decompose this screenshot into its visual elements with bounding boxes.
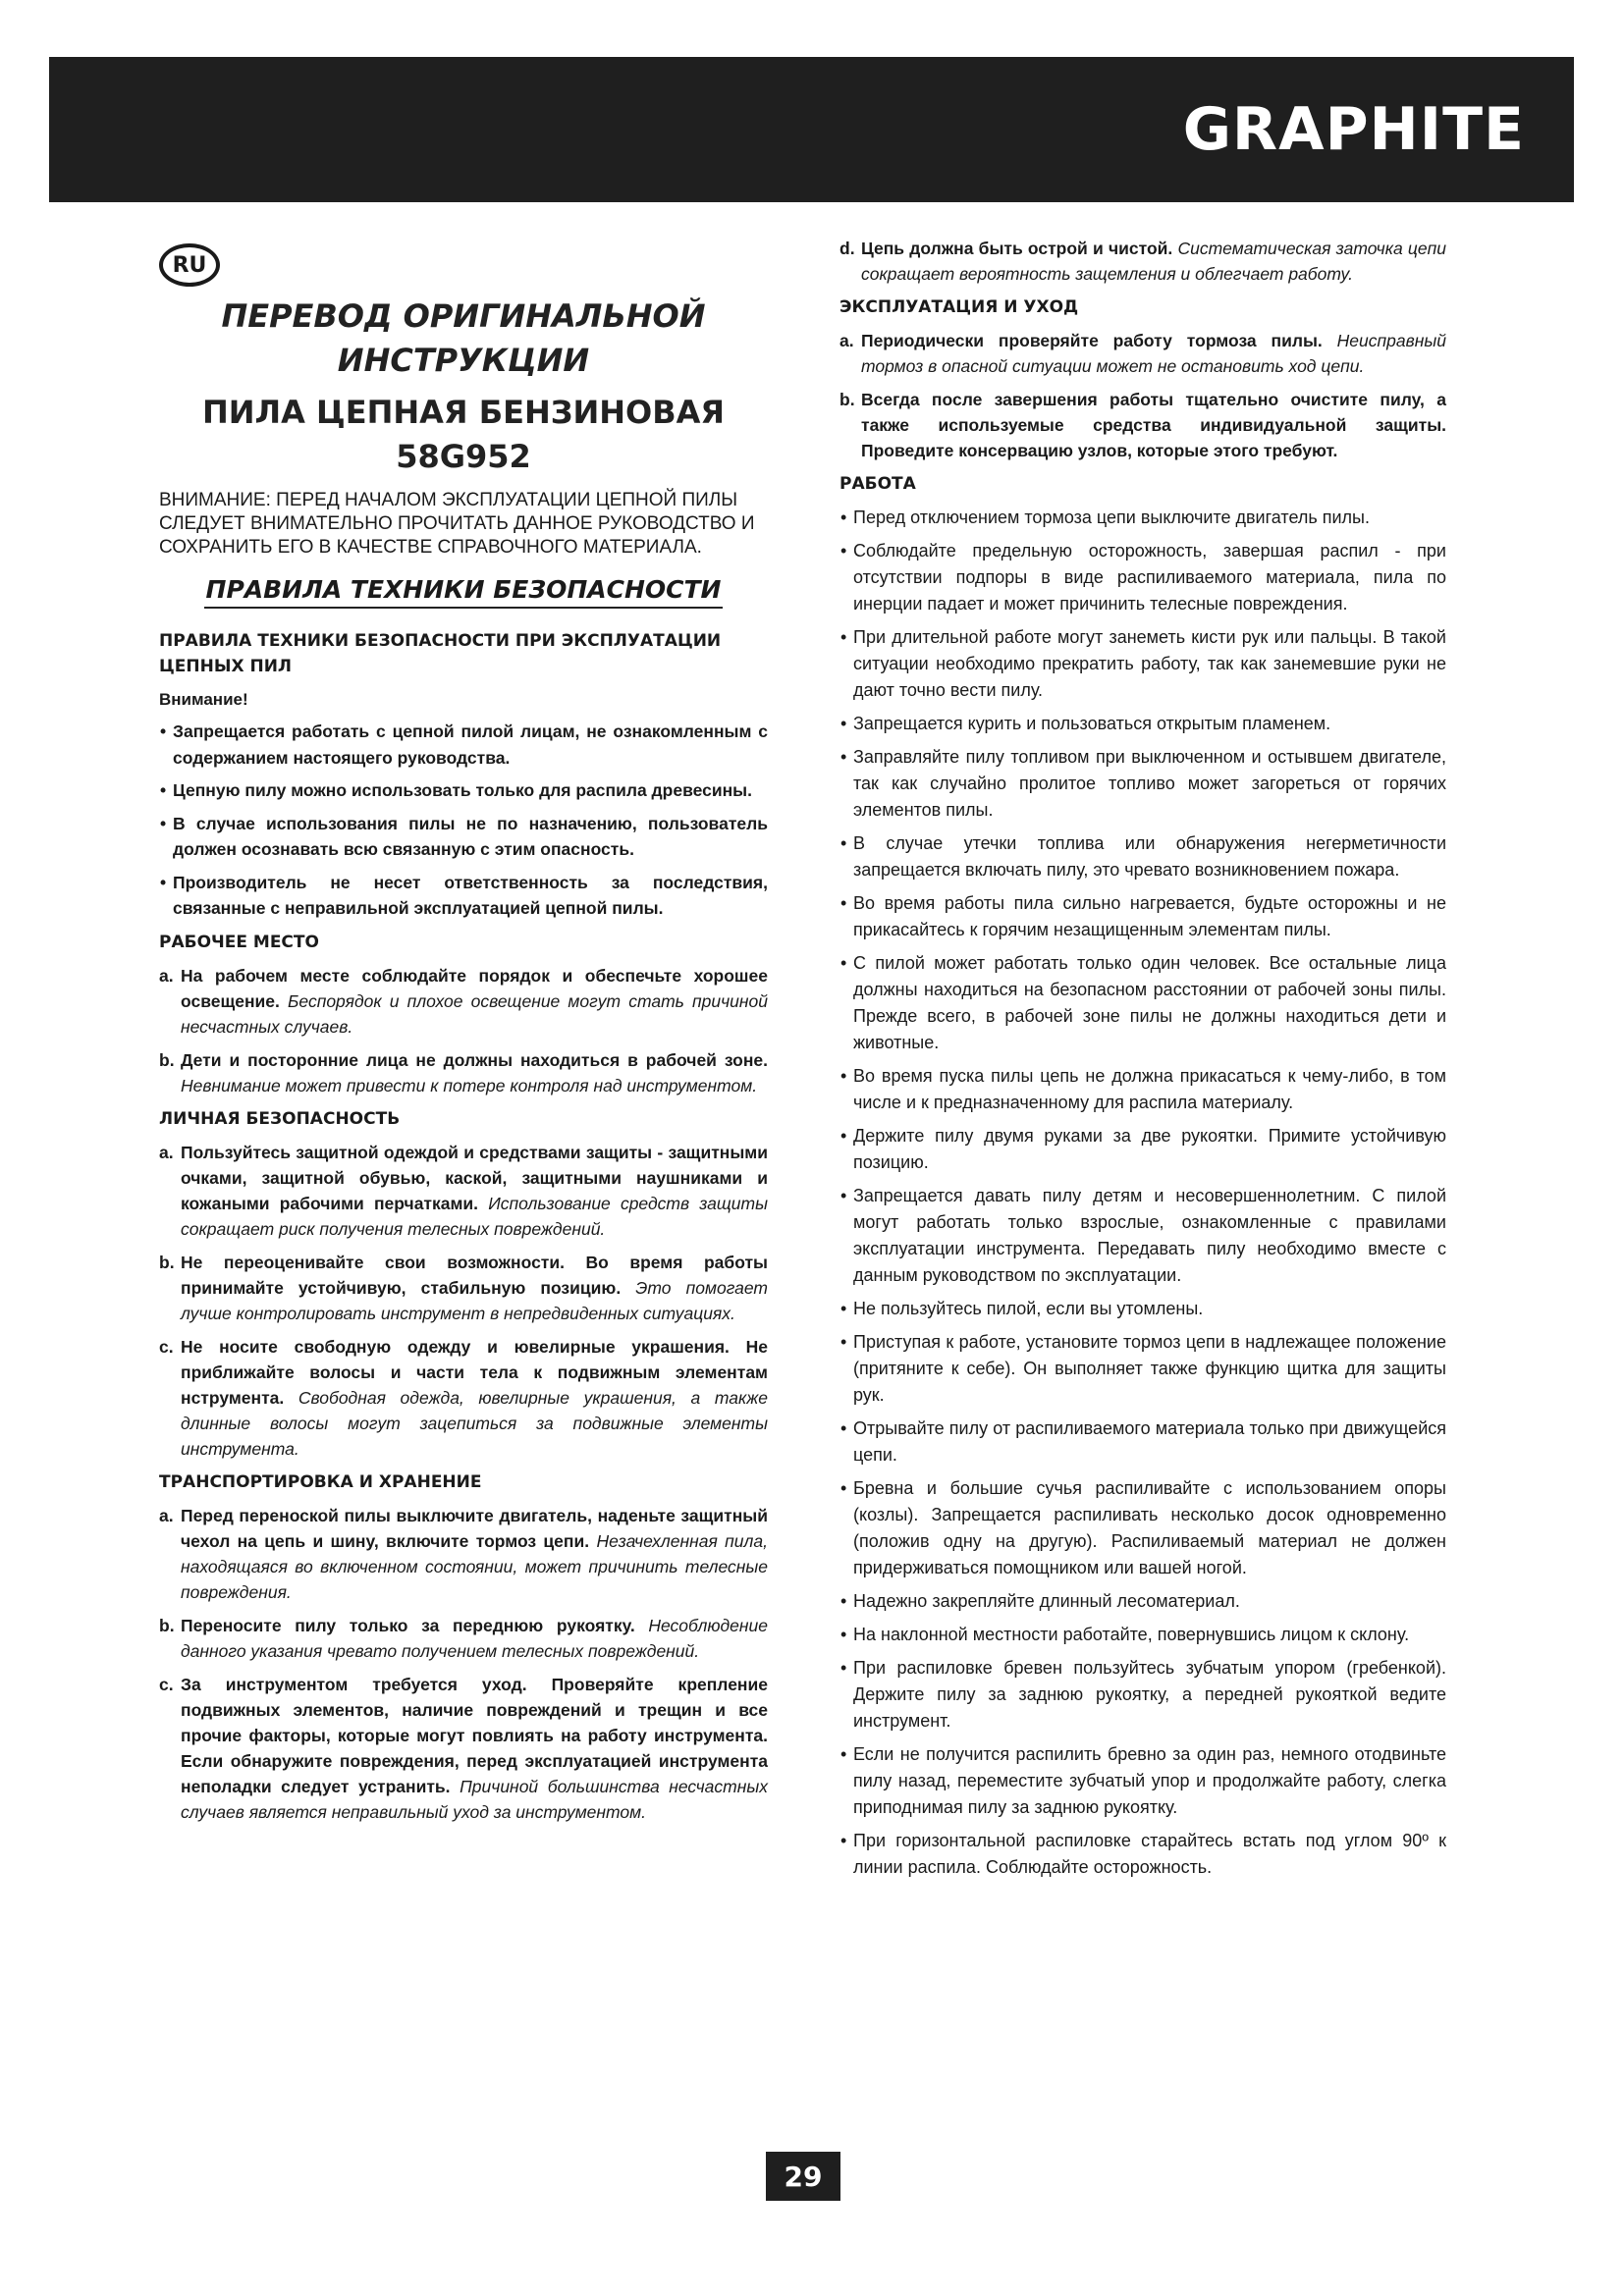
item-marker: c.	[159, 1336, 174, 1357]
maintenance-heading: ЭКСПЛУАТАЦИЯ И УХОД	[839, 297, 1079, 317]
personal-safety-item-a	[159, 1140, 768, 1242]
item-bold-text: За инструментом требуется уход. Проверяйте крепление подвижных элементов, наличие повреждений и трещин и все прочие факторы, которые могут повлиять на работу инструмента. Если обнаружите повреждения, перед эксплуатацией инструмента неполадки следует устранить.	[181, 1674, 768, 1796]
item-bold-text: Перед переноской пилы выключите двигатель, наденьте защитный чехол на цепь и шину, включите тормоз цепи.	[181, 1505, 768, 1551]
work-heading: РАБОТА	[839, 474, 916, 494]
item-marker: a.	[159, 965, 174, 986]
item-marker: a.	[159, 1505, 174, 1525]
item-italic-text: Неисправный тормоз в опасной ситуации может не остановить ход цепи.	[861, 331, 1446, 376]
list-item: • Приступая к работе, установите тормоз цепи в надлежащее положение (притяните к себе). Он выполняет также функцию щитка для защиты рук.	[839, 1329, 1446, 1409]
product-model: 58G952	[396, 438, 531, 475]
list-item: • Соблюдайте предельную осторожность, завершая распил - при отсутствии подпоры в виде распиливаемого материала, пила по инерции падает и может причинить телесные повреждения.	[839, 538, 1446, 617]
language-badge: RU	[159, 243, 220, 287]
item-marker: b.	[839, 390, 855, 409]
item-marker: b.	[159, 1252, 175, 1272]
page-header	[49, 57, 1574, 202]
list-item: • Запрещается работать с цепной пилой лицам, не ознакомленным с содержанием настоящего руководства.	[159, 719, 768, 771]
item-marker: a.	[159, 1142, 174, 1162]
list-item: • Производитель не несет ответственность за последствия, связанные с неправильной эксплуатацией цепной пилы.	[159, 870, 768, 922]
item-bold-text: Переносите пилу только за переднюю рукоятку.	[181, 1615, 635, 1635]
item-bold-text: Не носите свободную одежду и ювелирные украшения. Не приближайте волосы и части тела к подвижным элементам нструмента.	[181, 1336, 768, 1408]
list-item: • Цепную пилу можно использовать только для распила древесины.	[159, 777, 768, 804]
transport-item-d	[839, 236, 1446, 287]
item-italic-text: Незачехленная пила, находящаяся во включенном состоянии, может причинить телесные повреждения.	[181, 1530, 768, 1602]
warning-notice: ВНИМАНИЕ: ПЕРЕД НАЧАЛОМ ЭКСПЛУАТАЦИИ ЦЕПНОЙ ПИЛЫ СЛЕДУЕТ ВНИМАТЕЛЬНО ПРОЧИТАТЬ ДАННОЕ РУКОВОДСТВО И СОХРАНИТЬ ЕГО В КАЧЕСТВЕ СПРАВОЧНОГО МАТЕРИАЛА.	[159, 490, 755, 558]
list-item: • В случае использования пилы не по назначению, пользователь должен осознавать всю связанную с этим опасность.	[159, 811, 768, 863]
list-item: • Надежно закрепляйте длинный лесоматериал.	[839, 1588, 1446, 1615]
list-item: • Бревна и большие сучья распиливайте с использованием опоры (козлы). Запрещается распиливать несколько досок одновременно (положив одну на другую). Распиливаемый материал не должен придерживаться помощником или вашей ногой.	[839, 1475, 1446, 1581]
personal-safety-item-b	[159, 1250, 768, 1326]
list-item: • При длительной работе могут занеметь кисти рук или пальцы. В такой ситуации необходимо прекратить работу, так как занемевшие руки не дают точно вести пилу.	[839, 624, 1446, 704]
item-italic-text: Невнимание может привести к потере контроля над инструментом.	[181, 1075, 758, 1095]
list-item: • Не пользуйтесь пилой, если вы утомлены.	[839, 1296, 1446, 1322]
work-rules-list	[839, 505, 1446, 1881]
list-item: • Во время работы пила сильно нагревается, будьте осторожны и не прикасайтесь к горячим незащищенным элементам пилы.	[839, 890, 1446, 943]
item-italic-text: Это помогает лучше контролировать инструмент в непредвиденных ситуациях.	[181, 1277, 768, 1323]
chainsaw-rules-list	[159, 719, 768, 922]
item-italic-text: Причиной большинства несчастных случаев является неправильный уход за инструментом.	[181, 1776, 768, 1822]
item-italic-text: Свободная одежда, ювелирные украшения, а также длинные волосы могут зацепиться за подвижные элементы инструмента.	[181, 1387, 768, 1459]
page-number: 29	[766, 2152, 840, 2201]
list-item: • Перед отключением тормоза цепи выключите двигатель пилы.	[839, 505, 1446, 531]
item-marker: b.	[159, 1049, 175, 1070]
right-column	[839, 236, 1446, 1888]
safety-section-title	[159, 573, 768, 607]
list-item: • Запрещается давать пилу детям и несовершеннолетним. С пилой могут работать только взрослые, ознакомленные с правилами эксплуатации инструмента. Передавать пилу необходимо вместе с данным руководством по эксплуатации.	[839, 1183, 1446, 1289]
item-bold-text: Цепь должна быть острой и чистой.	[861, 239, 1173, 258]
left-column	[159, 294, 768, 1833]
workplace-item-b	[159, 1047, 768, 1098]
list-item: • Заправляйте пилу топливом при выключенном и остывшем двигателе, так как случайно пролитое топливо может загореться от горячих элементов пилы.	[839, 744, 1446, 824]
list-item: • На наклонной местности работайте, повернувшись лицом к склону.	[839, 1622, 1446, 1648]
chainsaw-rules-heading: ПРАВИЛА ТЕХНИКИ БЕЗОПАСНОСТИ ПРИ ЭКСПЛУАТАЦИИ ЦЕПНЫХ ПИЛ	[159, 631, 722, 676]
product-title	[159, 391, 768, 479]
item-bold-text: Пользуйтесь защитной одеждой и средствами защиты - защитными очками, защитной обувью, каской, защитными наушниками и кожаными рабочими перчатками.	[181, 1142, 768, 1213]
item-italic-text: Использование средств защиты сокращает риск получения телесных повреждений.	[181, 1193, 768, 1239]
list-item: • Отрывайте пилу от распиливаемого материала только при движущейся цепи.	[839, 1415, 1446, 1468]
personal-safety-item-c	[159, 1334, 768, 1462]
personal-safety-heading: ЛИЧНАЯ БЕЗОПАСНОСТЬ	[159, 1108, 401, 1129]
item-italic-text: Несоблюдение данного указания чревато получением телесных повреждений.	[181, 1615, 768, 1661]
item-marker: c.	[159, 1674, 174, 1694]
item-italic-text: Систематическая заточка цепи сокращает вероятность защемления и облегчает работу.	[861, 239, 1446, 284]
transport-item-a	[159, 1503, 768, 1605]
product-name: ПИЛА ЦЕПНАЯ БЕНЗИНОВАЯ	[201, 394, 726, 431]
list-item: • Во время пуска пилы цепь не должна прикасаться к чему-либо, в том числе и к предназначенному для распила материалу.	[839, 1063, 1446, 1116]
safety-section-title-text: ПРАВИЛА ТЕХНИКИ БЕЗОПАСНОСТИ	[204, 575, 724, 609]
item-marker: a.	[839, 331, 854, 350]
list-item: • С пилой может работать только один человек. Все остальные лица должны находиться на безопасном расстоянии от рабочей зоны пилы. Прежде всего, в рабочей зоне пилы не должны находиться дети и животные.	[839, 950, 1446, 1056]
item-bold-text: На рабочем месте соблюдайте порядок и обеспечьте хорошее освещение.	[181, 965, 768, 1011]
doc-title-line-2: ИНСТРУКЦИИ	[337, 342, 590, 379]
item-bold-text: Не переоценивайте свои возможности. Во время работы принимайте устойчивую, стабильную позицию.	[181, 1252, 768, 1298]
maintenance-item-b	[839, 387, 1446, 463]
list-item: • При горизонтальной распиловке старайтесь встать под углом 90º к линии распила. Соблюдайте осторожность.	[839, 1828, 1446, 1881]
list-item: • В случае утечки топлива или обнаружения негерметичности запрещается включать пилу, это чревато возникновением пожара.	[839, 830, 1446, 883]
transport-item-c	[159, 1672, 768, 1825]
item-marker: b.	[159, 1615, 175, 1635]
item-bold-text: Дети и посторонние лица не должны находиться в рабочей зоне.	[181, 1049, 768, 1070]
transport-heading: ТРАНСПОРТИРОВКА И ХРАНЕНИЕ	[159, 1471, 482, 1492]
attention-label: Внимание!	[159, 690, 248, 709]
doc-title-line-1: ПЕРЕВОД ОРИГИНАЛЬНОЙ	[221, 297, 706, 335]
item-bold-text: Всегда после завершения работы тщательно очистите пилу, а также используемые средства индивидуальной защиты. Проведите консервацию узлов, которые этого требуют.	[861, 390, 1446, 460]
workplace-heading: РАБОЧЕЕ МЕСТО	[159, 932, 319, 952]
list-item: • При распиловке бревен пользуйтесь зубчатым упором (гребенкой). Держите пилу за заднюю рукоятку, а передней рукояткой ведите инструмент.	[839, 1655, 1446, 1735]
transport-item-b	[159, 1613, 768, 1664]
brand-logo: GRAPHITE	[1182, 95, 1525, 164]
item-bold-text: Периодически проверяйте работу тормоза пилы.	[861, 331, 1323, 350]
list-item: • Запрещается курить и пользоваться открытым пламенем.	[839, 711, 1446, 737]
item-italic-text: Беспорядок и плохое освещение могут стать причиной несчастных случаев.	[181, 990, 768, 1037]
list-item: • Если не получится распилить бревно за один раз, немного отодвиньте пилу назад, переместите зубчатый упор и продолжайте работу, слегка приподнимая пилу за заднюю рукоятку.	[839, 1741, 1446, 1821]
maintenance-item-a	[839, 328, 1446, 379]
item-marker: d.	[839, 239, 855, 258]
workplace-item-a	[159, 963, 768, 1040]
list-item: • Держите пилу двумя руками за две рукоятки. Примите устойчивую позицию.	[839, 1123, 1446, 1176]
